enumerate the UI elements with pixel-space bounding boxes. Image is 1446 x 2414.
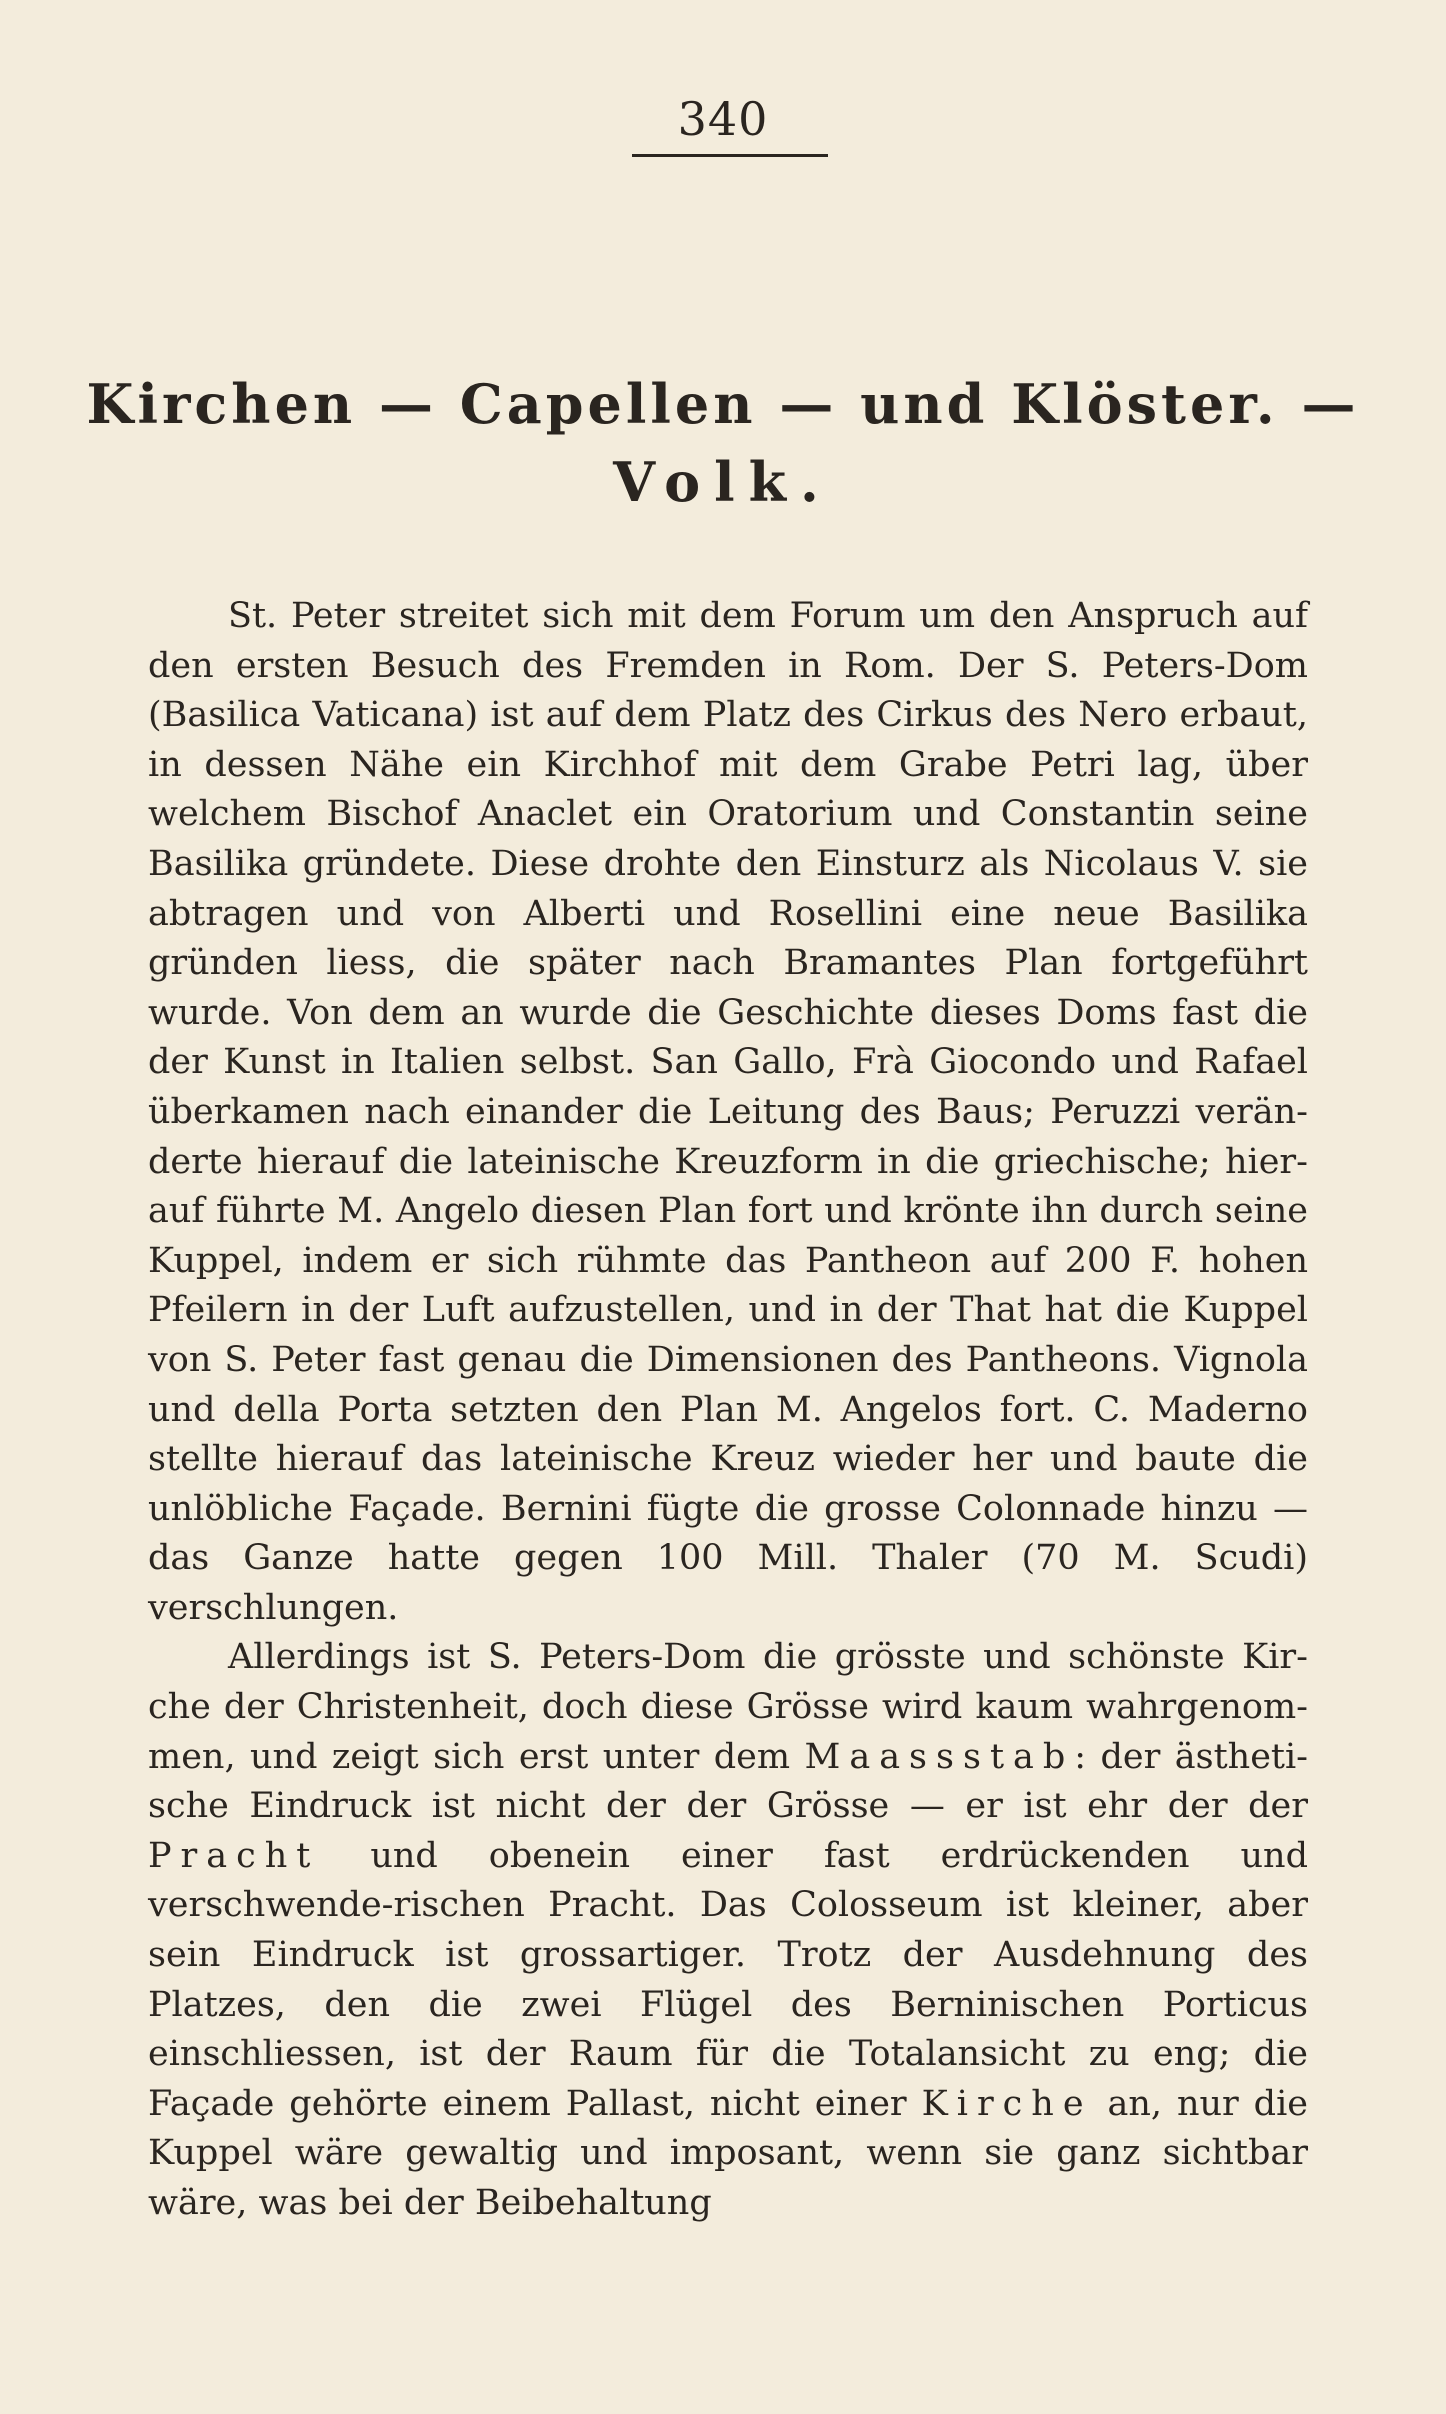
paragraph-2-text-c: und obenein einer fast erdrückenden und verschwende-rischen Pracht. Das Colosseum ist kleiner, aber sein Eindruck ist grossartiger. Trotz der Ausdehnung des Platzes, den die zwei Flügel des Berninischen Porticus einschliessen, ist der Raum für die Totalansicht zu eng; die Façade gehörte einem Pallast, nicht einer [148, 1835, 1308, 2124]
chapter-heading-line-1: Kirchen — Capellen — und Klöster. — [86, 372, 1360, 436]
paragraph-2-text-a: Allerdings ist S. Peters-Dom die grösste und schönste Kir-che der Christenheit, doch diese Grösse wird kaum wahrgenom-men, und zeigt sich erst unter dem [148, 1637, 1308, 1777]
page-number: 340 [677, 92, 769, 146]
paragraph-2-text-d: an, nur die Kuppel wäre gewaltig und imposant, wenn sie ganz sichtbar wäre, was bei der Beibehaltung [148, 2083, 1308, 2223]
paragraph-2-text-b: : der ästheti-sche Eindruck ist nicht der der Grösse — er ist ehr der der [148, 1736, 1308, 1827]
chapter-heading-line-2: Volk. [613, 450, 833, 514]
paragraph-1: St. Peter streitet sich mit dem Forum um den Anspruch auf den ersten Besuch des Fremden in Rom. Der S. Peters-Dom (Basilica Vaticana) ist auf dem Platz des Cirkus des Nero erbaut, in dessen Nähe ein Kirchhof mit dem Grabe Petri lag, über welchem Bischof Anaclet ein Oratorium und Constantin seine Basilika gründete. Diese drohte den Einsturz als Nicolaus V. sie abtragen und von Alberti und Rosellini eine neue Basilika gründen liess, die später nach Bramantes Plan fortgeführt wurde. Von dem an wurde die Geschichte dieses Doms fast die der Kunst in Italien selbst. San Gallo, Frà Giocondo und Rafael überkamen nach einander die Leitung des Baus; Peruzzi verän-derte hierauf die lateinische Kreuzform in die griechische; hier-auf führte M. Angelo diesen Plan fort und krönte ihn durch seine Kuppel, indem er sich rühmte das Pantheon auf 200 F. hohen Pfeilern in der Luft aufzustellen, und in der That hat die Kuppel von S. Peter fast genau die Dimensionen des Pantheons. Vignola und della Porta setzten den Plan M. Angelos fort. C. Maderno stellte hierauf das lateinische Kreuz wieder her und baute die unlöbliche Façade. Bernini fügte die grosse Colonnade hinzu — das Ganze hatte gegen 100 Mill. Thaler (70 M. Scudi) verschlungen. [148, 596, 1308, 1628]
spaced-emphasis-pracht: Pracht [148, 1835, 320, 1876]
spaced-emphasis-maassstab: Maassstab [804, 1736, 1075, 1777]
paragraph-2 [148, 1633, 1308, 2228]
body-text [148, 592, 1308, 2229]
spaced-emphasis-kirche: Kirche [921, 2083, 1093, 2124]
page-number-rule [632, 154, 828, 157]
